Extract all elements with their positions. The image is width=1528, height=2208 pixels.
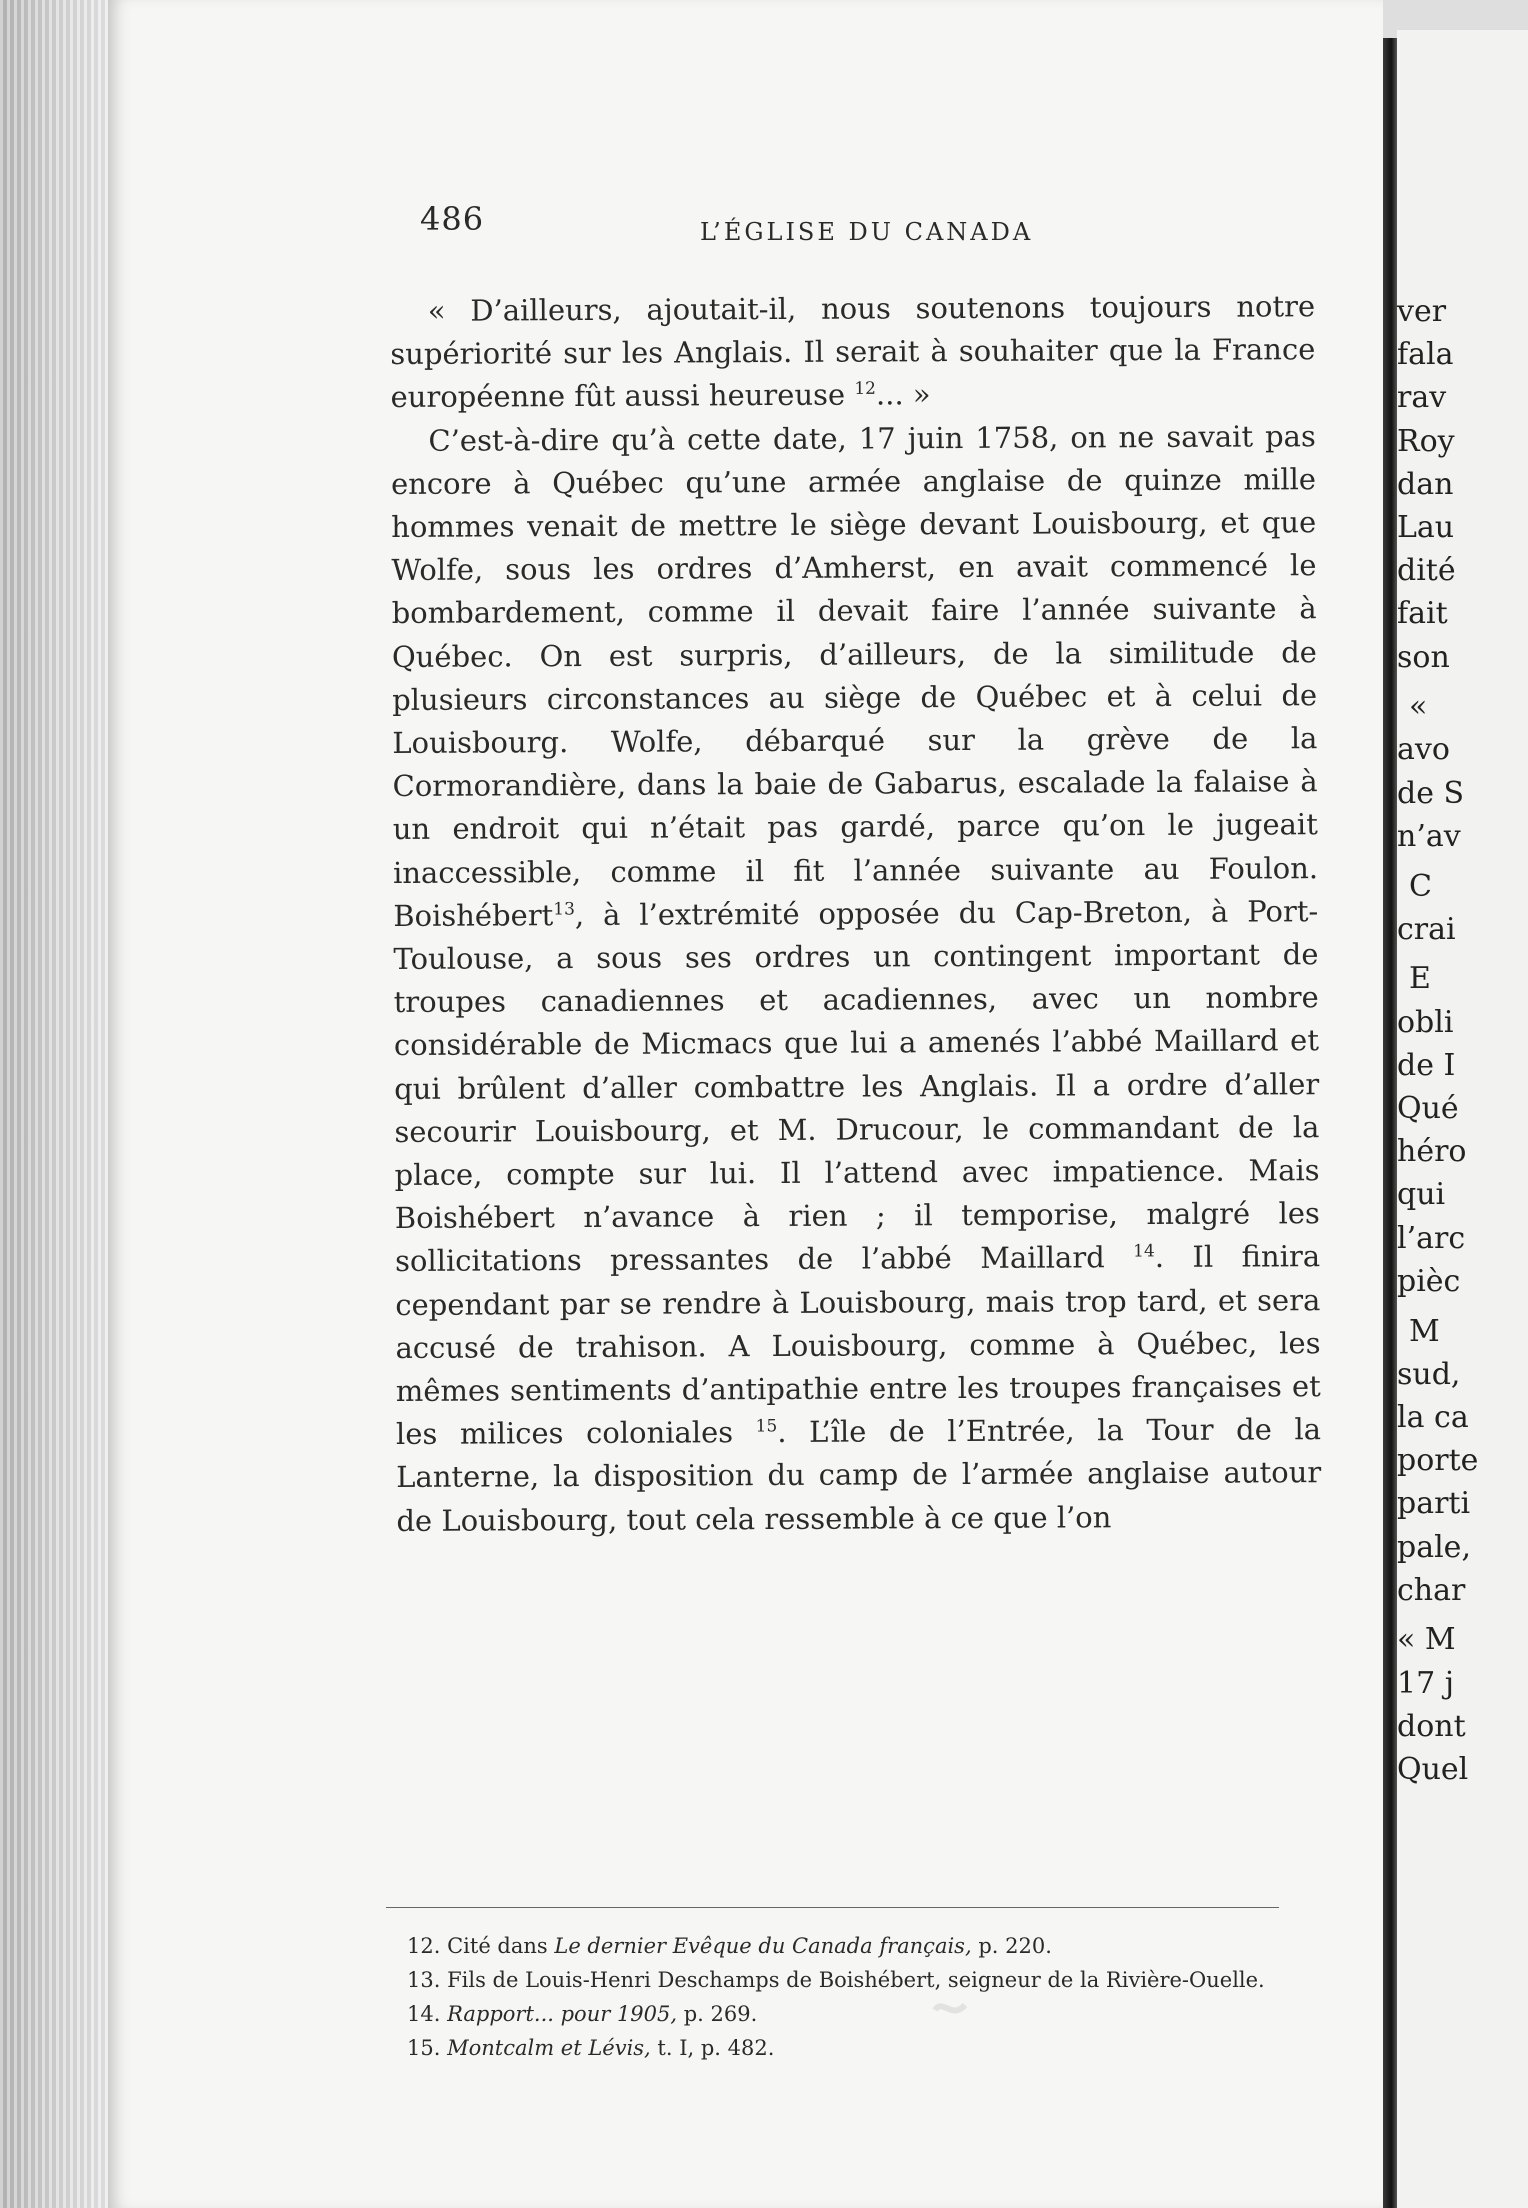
- gutter-texture: [0, 0, 110, 2208]
- facing-page-fragment: dan: [1397, 466, 1454, 502]
- footnote-number: 14.: [407, 2002, 441, 2026]
- facing-page-fragment: fait: [1397, 596, 1448, 632]
- paragraph-text: C’est-à-dire qu’à cette date, 17 juin 1758, on ne savait pas encore à Québec qu’une armée anglaise de quinze mille hommes venait de mettre le siège devant Louisbourg, et que Wolfe, sous les ordres d’Amherst, en avait commencé le bombardement, comme il devait faire l’année suivante à Québec. On est surpris, d’ailleurs, de la similitude de plusieurs circonstances au siège de Québec et à celui de Louisbourg. Wolfe, débarqué sur la grève de la Cormorandière, dans la baie de Gabarus, escalade la falaise à un endroit qui n’était pas gardé, parce qu’on le jugeait inaccessible, comme il fit l’année suivante au Foulon. Boishébert: [390, 418, 1319, 933]
- footnote-title: Rapport... pour 1905,: [447, 2002, 678, 2026]
- footnote-text: Cité dans: [447, 1934, 555, 1958]
- facing-page-fragment: ver: [1397, 294, 1447, 329]
- right-page-edge: [1397, 30, 1528, 2208]
- footnote-text: Fils de Louis-Henri Deschamps de Boishébert, seigneur de la Rivière-Ouelle.: [447, 1968, 1265, 1992]
- facing-page-fragment: crai: [1397, 911, 1456, 947]
- footnote-15: [385, 2034, 1285, 2062]
- paragraph-1: [390, 285, 1316, 419]
- facing-page-fragment: la ca: [1397, 1399, 1469, 1435]
- paragraph-text: ... »: [875, 377, 931, 412]
- paragraph-text: . Il finira cependant par se rendre à Louisbourg, mais trop tard, et sera accusé de trahison. A Louisbourg, comme à Québec, les mêmes sentiments d’antipathie entre les troupes françaises et les milices coloniales: [395, 1239, 1321, 1452]
- footnote-title: Le dernier Evêque du Canada français,: [554, 1934, 972, 1958]
- facing-page-fragment: E: [1409, 961, 1431, 997]
- facing-page-fragment: parti: [1397, 1486, 1471, 1522]
- footnote-ref: 13: [553, 899, 575, 920]
- page-number: 486: [420, 200, 485, 238]
- facing-page-fragment: Qué: [1397, 1091, 1459, 1127]
- book-gutter: [0, 0, 110, 2208]
- facing-page-fragment: rav: [1397, 380, 1447, 416]
- page-header: [420, 200, 1380, 260]
- scan-smudge: [930, 1990, 970, 2030]
- facing-page-fragment: Lau: [1397, 510, 1455, 545]
- facing-page-fragment: M: [1409, 1313, 1440, 1349]
- body-text: [390, 285, 1322, 1543]
- footnotes: [385, 1932, 1285, 2068]
- facing-page-fragment: dité: [1397, 553, 1456, 589]
- footnote-number: 15.: [407, 2036, 441, 2060]
- footnote-12: [385, 1932, 1285, 1960]
- footnote-ref: 15: [755, 1416, 778, 1437]
- footnote-divider: [386, 1907, 1279, 1908]
- facing-page-fragment: fala: [1397, 337, 1454, 373]
- facing-page-fragment: avo: [1397, 732, 1450, 768]
- facing-page-fragment: Roy: [1397, 423, 1455, 459]
- footnote-14: [385, 2000, 1285, 2028]
- facing-page-fragment: de I: [1397, 1047, 1456, 1083]
- footnote-text: p. 269.: [677, 2002, 758, 2026]
- facing-page-fragment: n’av: [1397, 818, 1461, 854]
- book-spine: [1383, 38, 1397, 2208]
- footnote-number: 13.: [407, 1968, 441, 1992]
- footnote-number: 12.: [407, 1934, 441, 1958]
- facing-page-fragment: «: [1409, 689, 1428, 725]
- facing-page-fragment: l’arc: [1397, 1220, 1466, 1256]
- footnote-ref: 12: [854, 379, 877, 400]
- paragraph-2: [391, 415, 1322, 1543]
- facing-page-fragment: 17 j: [1397, 1665, 1455, 1701]
- facing-page-fragment: char: [1397, 1572, 1466, 1608]
- facing-page-fragment: de S: [1397, 775, 1465, 811]
- facing-page-fragment: son: [1397, 639, 1450, 675]
- footnote-title: Montcalm et Lévis,: [447, 2036, 651, 2060]
- facing-page-fragment: « M: [1397, 1622, 1456, 1658]
- paragraph-text: . L’île de l’Entrée, la Tour de la Lanterne, la disposition du camp de l’armée anglaise autour de Louisbourg, tout cela ressemble à ce que l’on: [396, 1412, 1322, 1538]
- facing-page-fragment: qui: [1397, 1177, 1446, 1213]
- facing-page-fragment: héro: [1397, 1134, 1467, 1170]
- facing-page-fragment: Quel: [1397, 1752, 1469, 1787]
- footnote-ref: 14: [1133, 1241, 1155, 1262]
- facing-page-fragment: sud,: [1397, 1356, 1461, 1392]
- footnote-text: p. 220.: [971, 1934, 1052, 1958]
- facing-page-fragment: obli: [1397, 1004, 1454, 1040]
- paragraph-text: , à l’extrémité opposée du Cap-Breton, à Port-Toulouse, a sous ses ordres un contingent important de troupes canadiennes et acadiennes, avec un nombre considérable de Micmacs que lui a amenés l’abbé Maillard et qui brûlent d’aller combattre les Anglais. Il a ordre d’aller secourir Louisbourg, et M. Drucour, le commandant de la place, compte sur lui. Il l’attend avec impatience. Mais Boishébert n’avance à rien ; il temporise, malgré les sollicitations pressantes de l’abbé Maillard: [393, 893, 1320, 1279]
- facing-page-fragment: C: [1409, 868, 1432, 904]
- facing-page-fragment: porte: [1397, 1443, 1479, 1479]
- facing-page-fragment: pale,: [1397, 1529, 1471, 1565]
- facing-page-fragment: dont: [1397, 1708, 1466, 1744]
- paragraph-text: « D’ailleurs, ajoutait-il, nous soutenons toujours notre supériorité sur les Anglais. Il serait à souhaiter que la France européenne fût aussi heureuse: [390, 289, 1316, 415]
- footnote-13: [385, 1966, 1285, 1994]
- facing-page-fragment: pièc: [1397, 1263, 1461, 1299]
- footnote-text: t. I, p. 482.: [650, 2036, 775, 2060]
- running-title: L’ÉGLISE DU CANADA: [700, 218, 1034, 246]
